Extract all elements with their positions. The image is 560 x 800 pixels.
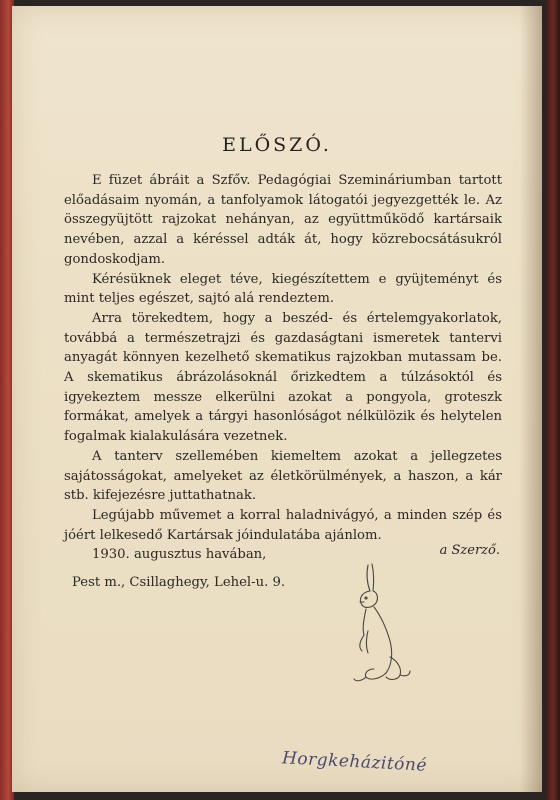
book-cover-edge-right [546, 0, 560, 800]
paragraph-1: E füzet ábráit a Szfőv. Pedagógiai Szemináriumban tartott előadásaim nyomán, a tanfolyamok látogatói jegyezgették le. Az összegyüjtött rajzokat nehányan, az együttműködő kartársaik nevében, azzal a kéréssel adták át, hogy közrebocsátásukról gondoskodjam. [64, 173, 502, 267]
handwritten-note: Horgkeházitóné [281, 748, 428, 776]
paragraph-3: Arra törekedtem, hogy a beszéd- és értelemgyakorlatok, továbbá a természetrajzi és gazdaságtani ismeretek tantervi anyagát könnyen kezelhető skematikus rajzokban mutassam be. A skematikus ábrázolásoknál őrizkedtem a túlzásoktól és igyekeztem messze elkerülni azokat a pongyola, groteszk formákat, amelyek a tárgyi hasonlóságot nélkülözik és helytelen fogalmak kialakulására vezetnek. [64, 310, 502, 445]
date-line: 1930. augusztus havában, [92, 547, 267, 563]
paragraph-5: Legújabb művemet a korral haladnivágyó, a minden szép és jóért lelkesedő Kartársak jóindulatába ajánlom. [64, 507, 502, 543]
page-gutter-shadow [520, 6, 542, 792]
rabbit-sketch-icon [346, 561, 418, 689]
page-title: ELŐSZÓ. [222, 134, 332, 156]
book-page [12, 6, 542, 792]
author-address: Pest m., Csillaghegy, Lehel-u. 9. [72, 575, 286, 590]
paragraph-2: Kérésüknek eleget téve, kiegészítettem e gyüjteményt és mint teljes egészet, sajtó alá rendeztem. [64, 271, 502, 307]
author-signature: a Szerző. [439, 543, 500, 558]
paragraph-4: A tanterv szellemében kiemeltem azokat a jellegzetes sajátosságokat, amelyeket az életkörülmények, a haszon, a kár stb. kifejezésre juttathatnak. [64, 448, 502, 504]
preface-body [64, 171, 502, 565]
